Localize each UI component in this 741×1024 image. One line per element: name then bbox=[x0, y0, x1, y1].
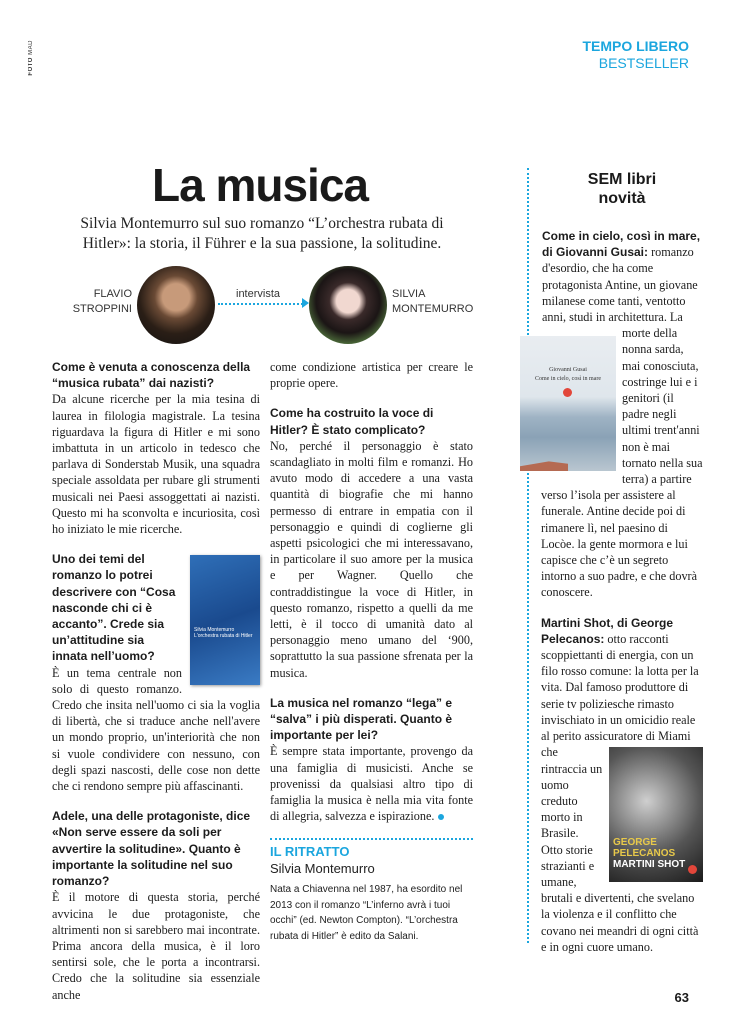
cover-title: MARTINI SHOT bbox=[613, 858, 686, 870]
answer bbox=[270, 743, 473, 824]
interviewee-first: SILVIA bbox=[392, 288, 426, 300]
book-description: romanzo d'esordio, che ha come protagonista Antine, un giovane milanese come tanti, ventotto anni, studi in architettura. La morte della nonna sarda, mai conosciuta, costringe lui e i genitori (il padre negli ultimi trent'anni non è mai tornato nella sua terra) a partire verso l’isola per assistere al funerale. Antine decide poi di rimanere lì, nel paesino di Locòe. la gente mormora e lui capisce che c’è un segreto intorno a suo padre, e che dovrà conoscere. bbox=[541, 245, 703, 600]
portrait-name: Silvia Montemurro bbox=[270, 861, 375, 877]
interviewee-portrait bbox=[309, 266, 387, 344]
credit-source: MAD bbox=[28, 40, 34, 55]
article-column-2 bbox=[270, 359, 473, 944]
book-cover-text: Silvia Montemurro L'orchestra rubata di Hitler bbox=[194, 627, 253, 640]
answer-continued: come condizione artistica per creare le proprie opere. bbox=[270, 360, 473, 391]
section-header bbox=[582, 38, 689, 72]
article-column-1 bbox=[52, 359, 260, 1017]
sidebar-books bbox=[535, 228, 703, 969]
answer: No, perché il personaggio è stato scandagliato in molti film e romanzi. Ho avuto modo di accedere a una vasta quantità di biografie che mi hanno permesso di entrare in empatia con il personaggio e quindi di coglierne gli aspetti psicologici che mi interessavano, in particolare il suo amore per la musica e per Wagner. Quello che contraddistingue la voce di Hitler, in questo romanzo, rispetto a quelli da me letti, è il tocco di umanità dato al personaggio meno umano del ‘900, soprattutto la sua passione sfrenata per la musica. bbox=[270, 438, 473, 680]
arrow-line bbox=[218, 303, 306, 305]
book-title: Martini Shot, di George Pelecanos: bbox=[541, 615, 674, 646]
book-description: otto racconti scoppiettanti di energia, con un filo rosso comune: la lotta per la vita. Dal famoso produttore di serie tv poliziesche rimasto invischiato in un omicidio reale al perito assicuratore di Miami che rintraccia un uomo creduto morto in Brasile. Otto storie strazianti e umane, brutali e divertenti, che svelano la violenza e il conflitto che covano nei meandri di ogni città e in ogni cuore umano. bbox=[541, 631, 699, 954]
interview-label: intervista bbox=[236, 288, 281, 300]
interviewer-name bbox=[52, 287, 132, 317]
sidebar-heading-line2: novità bbox=[598, 190, 646, 207]
question: Come ha costruito la voce di Hitler? È stato complicato? bbox=[270, 406, 434, 437]
sidebar-heading bbox=[541, 170, 703, 208]
answer: È il motore di questa storia, perché avvicina le due protagoniste, che altrimenti non si sarebbero mai incontrate. Prima ancora della musica, è il loro sentirsi sole, che le porta a incontrarsi. Credo che la solitudine sia essenziale anche bbox=[52, 890, 260, 1002]
answer: È un tema centrale non solo di questo romanzo. Credo che insita nell'uomo ci sia la voglia di libertà, che si traduce anche nell'avere un mondo proprio, un'interiorità che non si vuole condividere con nessuno, con degli spazi nascosti, delle cose non dette che ci rendono sempre più affascinanti. bbox=[52, 665, 260, 794]
cover-author: GEORGE PELECANOS bbox=[613, 836, 676, 859]
section-subcategory: BESTSELLER bbox=[598, 55, 689, 71]
book-cover-orchestra bbox=[190, 555, 260, 685]
question: Adele, una delle protagoniste, dice «Non serve essere da soli per avvertire la solitudine». Quanto è importante la solitudine nel suo romanzo? bbox=[52, 809, 251, 889]
portrait-heading: IL RITRATTO bbox=[270, 844, 350, 860]
end-mark-icon bbox=[438, 814, 444, 820]
arrow-icon bbox=[302, 298, 309, 308]
interviewer-first: FLAVIO bbox=[93, 288, 132, 300]
interviewee-name bbox=[392, 287, 473, 317]
question: La musica nel romanzo “lega” e “salva” i più disperati. Quanto è importante per lei? bbox=[270, 695, 453, 743]
article-title: La musica bbox=[152, 159, 368, 211]
cover-title: Come in cielo, così in mare bbox=[535, 376, 601, 382]
question: Come è venuta a conoscenza della “musica rubata” dai nazisti? bbox=[52, 360, 251, 391]
photo-credit bbox=[28, 40, 34, 76]
interviewer-portrait bbox=[137, 266, 215, 344]
interviewee-last: MONTEMURRO bbox=[392, 303, 474, 315]
portrait-box bbox=[270, 838, 473, 944]
page-number: 63 bbox=[674, 990, 689, 1005]
question: Uno dei temi del romanzo lo potrei descrivere con “Cosa nasconde chi ci è accanto”. Crede sia un’attitudine sia innata nell’uomo? bbox=[52, 552, 176, 664]
cover-author: Giovanni Gusai bbox=[549, 367, 587, 373]
interviewer-last: STROPPINI bbox=[72, 303, 132, 315]
book-cover-gusai bbox=[520, 336, 616, 471]
article-subtitle: Silvia Montemurro sul suo romanzo “L’orchestra rubata di Hitler»: la storia, il Führer e la sua passione, la solitudine. bbox=[80, 215, 444, 252]
sidebar-heading-line1: SEM libri bbox=[587, 171, 657, 188]
book-cover-martini-shot bbox=[609, 747, 703, 882]
book-title: Come in cielo, così in mare, di Giovanni Gusai: bbox=[542, 229, 701, 260]
sidebar-divider bbox=[527, 168, 529, 943]
section-category: TEMPO LIBERO bbox=[582, 38, 689, 54]
answer-text: È sempre stata importante, provengo da una famiglia di musicisti. Anche se provenissi da qualsiasi altro tipo di famiglia la musica è nella mia vita fonte di allegria, salvezza e ispirazione. bbox=[270, 744, 473, 824]
portrait-text: Nata a Chiavenna nel 1987, ha esordito nel 2013 con il romanzo “L’inferno avrà i tuoi occhi” (ed. Newton Compton). “L’orchestra rubata di Hitler” è edito da Salani. bbox=[270, 884, 463, 942]
answer: Da alcune ricerche per la mia tesina di laurea in filologia magistrale. La tesina riguardava la figura di Hitler e mi sono imbattuta in un articolo in tedesco che parlava di Sonderstab Musik, una squadra speciale assoldata per rubare gli strumenti musicali nei Paesi assoggettati ai nazisti. Questo mi ha sconvolta e incuriosita, così ho iniziato le mie ricerche. bbox=[52, 392, 260, 537]
credit-label: FOTO bbox=[28, 57, 34, 76]
